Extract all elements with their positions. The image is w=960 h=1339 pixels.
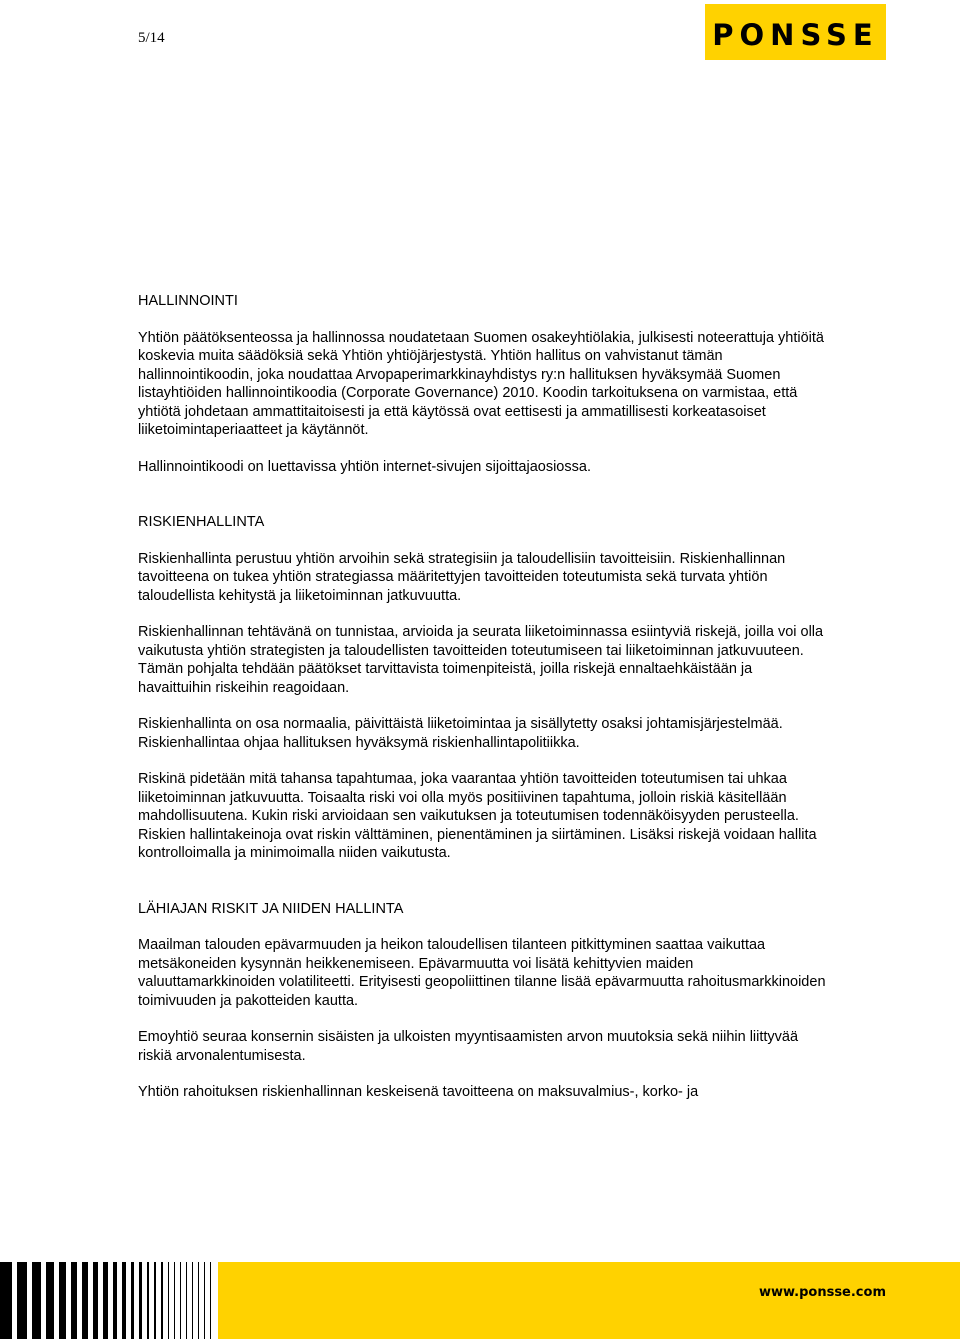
footer-stripe	[71, 1262, 77, 1339]
page-number: 5/14	[138, 30, 165, 46]
footer-stripe	[168, 1262, 169, 1339]
footer-yellow-bar	[218, 1262, 960, 1339]
footer-stripe	[131, 1262, 134, 1339]
footer-stripe	[204, 1262, 205, 1339]
footer-stripe	[161, 1262, 163, 1339]
footer-stripe	[154, 1262, 156, 1339]
footer-stripe	[180, 1262, 181, 1339]
footer-stripe	[59, 1262, 66, 1339]
footer-stripe	[122, 1262, 126, 1339]
paragraph: Maailman talouden epävarmuuden ja heikon taloudellisen tilanteen pitkittyminen saattaa vaikuttaa metsäkoneiden kysynnän heikkenemiseen. Epävarmuutta voi lisätä kehittyvien maiden valuuttamarkkinoiden volatiliteetti. Erityisesti geopoliittinen tilanne lisää epävarmuutta rahoitusmarkkinoiden toimivuuden ja pakotteiden kautta.	[138, 937, 826, 1009]
paragraph: Yhtiön rahoituksen riskienhallinnan keskeisenä tavoitteena on maksuvalmius-, korko- ja	[138, 1084, 699, 1100]
footer-stripe	[139, 1262, 142, 1339]
paragraph: Riskienhallinta perustuu yhtiön arvoihin sekä strategisiin ja taloudellisiin tavoitteisiin. Riskienhallinnan tavoitteena on tukea yhtiön strategiassa määritettyjen tavoitteiden toteutumista sekä turvata yhtiön taloudellista kehitystä ja liiketoiminnan jatkuvuutta.	[138, 550, 786, 604]
footer-stripe	[113, 1262, 117, 1339]
footer-stripe	[210, 1262, 211, 1339]
footer-band	[0, 1262, 960, 1339]
footer-stripe	[103, 1262, 108, 1339]
footer-stripe	[0, 1262, 12, 1339]
paragraph: Yhtiön päätöksenteossa ja hallinnossa noudatetaan Suomen osakeyhtiölakia, julkisesti noteerattuja yhtiöitä koskevia muita säädöksiä sekä Yhtiön yhtiöjärjestystä. Yhtiön hallitus on vahvistanut tämän hallinnointikoodin, joka noudattaa Arvopaperimarkkinayhdistys ry:n hallituksen hyväksymää Suomen listayhtiöiden hallinnointikoodia (Corporate Governance) 2010. Koodin tarkoituksena on varmistaa, että yhtiötä johdetaan ammattitaitoisesti ja että käytössä ovat eettisesti ja ammatillisesti korkeatasoiset liiketoimintaperiaatteet ja käytännöt.	[138, 329, 824, 438]
footer-stripe	[174, 1262, 175, 1339]
footer-url: www.ponsse.com	[758, 1285, 886, 1300]
document-body	[138, 292, 828, 1102]
section-heading-hallinnointi: HALLINNOINTI	[138, 293, 238, 309]
footer-stripe	[82, 1262, 88, 1339]
paragraph: Riskienhallinta on osa normaalia, päivittäistä liiketoimintaa ja sisällytetty osaksi johtamisjärjestelmää. Riskienhallintaa ohjaa hallituksen hyväksymä riskienhallintapolitiikka.	[138, 716, 783, 751]
paragraph: Hallinnointikoodi on luettavissa yhtiön internet-sivujen sijoittajaosiossa.	[138, 458, 591, 475]
footer-stripe	[32, 1262, 41, 1339]
paragraph: Emoyhtiö seuraa konsernin sisäisten ja ulkoisten myyntisaamisten arvon muutoksia sekä niihin liittyvää riskiä arvonalentumisesta.	[138, 1029, 799, 1064]
footer-stripe	[17, 1262, 27, 1339]
logo-text: PONSSE	[712, 18, 879, 52]
footer-stripe	[186, 1262, 187, 1339]
footer-stripe	[198, 1262, 199, 1339]
footer-stripe	[93, 1262, 98, 1339]
paragraph: Riskinä pidetään mitä tahansa tapahtumaa, joka vaarantaa yhtiön tavoitteiden toteutumisen tai uhkaa liiketoiminnan jatkuvuutta. Toisaalta riski voi olla myös positiivinen tapahtuma, jolloin riskiä käsitellään mahdollisuutena. Kukin riski arvioidaan sen vaikutuksen ja toteutumisen todennäköisyyden perusteella. Riskien hallintakeinoja ovat riskin välttäminen, pienentäminen ja siirtäminen. Lisäksi riskejä voidaan hallita kontrolloimalla ja minimoimalla niiden vaikutusta.	[138, 771, 817, 861]
footer-stripe	[192, 1262, 193, 1339]
section-heading-lahiajan-riskit: LÄHIAJAN RISKIT JA NIIDEN HALLINTA	[138, 900, 404, 917]
section-heading-riskienhallinta: RISKIENHALLINTA	[138, 514, 265, 530]
paragraph: Riskienhallinnan tehtävänä on tunnistaa, arvioida ja seurata liiketoiminnassa esiintyviä riskejä, joilla voi olla vaikutusta yhtiön strategisten ja taloudellisten tavoitteiden toteutumiseen tai liiketoiminnan jatkuvuuteen. Tämän pohjalta tehdään päätökset tarvittavista toimenpiteistä, joilla riskejä ennaltaehkäistään ja havaittuihin riskeihin reagoidaan.	[138, 624, 824, 696]
footer-stripe	[46, 1262, 54, 1339]
ponsse-logo	[705, 4, 886, 60]
footer-stripe	[147, 1262, 149, 1339]
